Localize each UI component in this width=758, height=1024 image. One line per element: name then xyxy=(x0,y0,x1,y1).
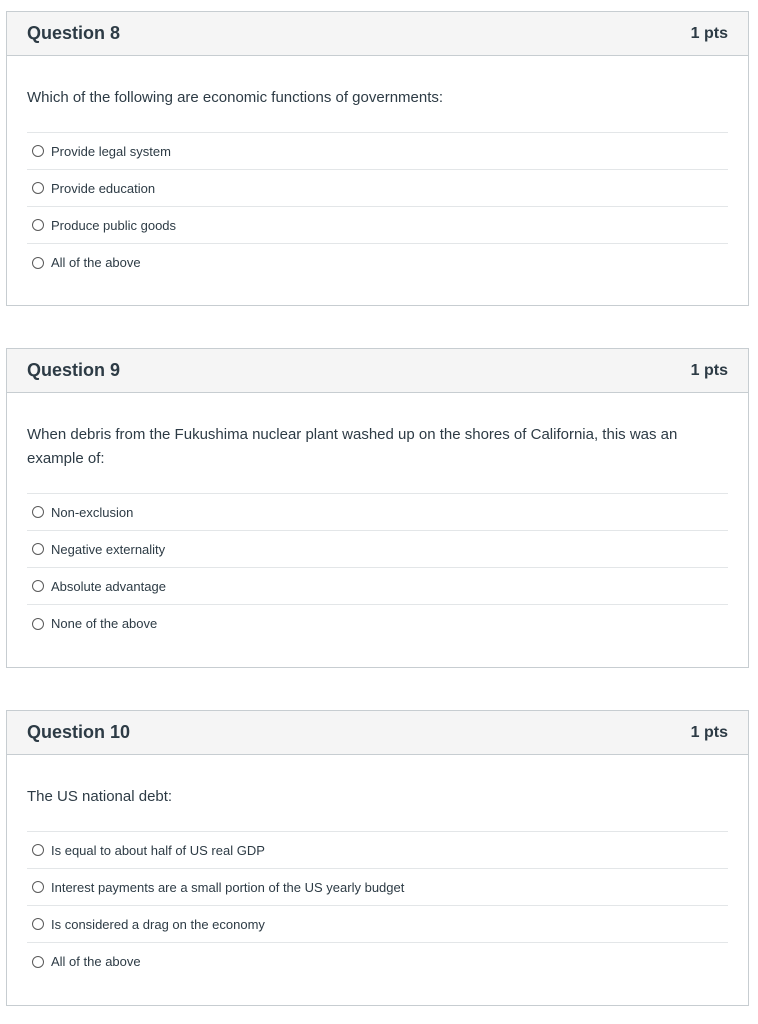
question-text: The US national debt: xyxy=(27,788,173,805)
radio-button[interactable] xyxy=(32,918,44,930)
question-card xyxy=(6,710,749,1006)
radio-button[interactable] xyxy=(32,506,44,518)
answer-option[interactable] xyxy=(27,531,728,568)
question-points: 1 pts xyxy=(690,24,728,42)
answer-label: Absolute advantage xyxy=(51,578,166,594)
answer-option[interactable] xyxy=(27,943,728,980)
question-body xyxy=(7,423,748,642)
question-header xyxy=(7,711,748,755)
answer-label: Interest payments are a small portion of the US yearly budget xyxy=(51,879,405,895)
radio-button[interactable] xyxy=(32,257,44,269)
answer-option[interactable] xyxy=(27,244,728,281)
answer-label: Is considered a drag on the economy xyxy=(51,916,265,932)
question-text: Which of the following are economic functions of governments: xyxy=(27,89,444,106)
question-title: Question 8 xyxy=(27,23,121,43)
answer-list xyxy=(27,831,728,980)
answer-option[interactable] xyxy=(27,605,728,642)
answer-option[interactable] xyxy=(27,869,728,906)
answer-option[interactable] xyxy=(27,494,728,531)
question-title: Question 9 xyxy=(27,360,121,380)
answer-label: None of the above xyxy=(51,616,158,631)
radio-button[interactable] xyxy=(32,145,44,157)
answer-list xyxy=(27,493,728,642)
answer-option[interactable] xyxy=(27,832,728,869)
question-text: When debris from the Fukushima nuclear plant washed up on the shores of California, this was an example of: xyxy=(27,426,678,467)
answer-label: Provide education xyxy=(51,180,156,196)
question-card xyxy=(6,348,749,668)
question-points: 1 pts xyxy=(690,723,728,741)
radio-button[interactable] xyxy=(32,844,44,856)
radio-button[interactable] xyxy=(32,618,44,630)
question-header xyxy=(7,349,748,393)
question-header xyxy=(7,12,748,56)
answer-option[interactable] xyxy=(27,906,728,943)
radio-button[interactable] xyxy=(32,543,44,555)
radio-button[interactable] xyxy=(32,580,44,592)
answer-label: All of the above xyxy=(51,255,141,270)
answer-list xyxy=(27,132,728,281)
answer-label: All of the above xyxy=(51,954,141,969)
radio-button[interactable] xyxy=(32,956,44,968)
answer-option[interactable] xyxy=(27,170,728,207)
question-title: Question 10 xyxy=(27,722,131,742)
answer-label: Is equal to about half of US real GDP xyxy=(51,842,265,858)
answer-label: Negative externality xyxy=(51,541,166,557)
answer-option[interactable] xyxy=(27,207,728,244)
question-card xyxy=(6,11,749,306)
answer-label: Provide legal system xyxy=(51,143,171,159)
question-body xyxy=(7,785,748,980)
answer-label: Produce public goods xyxy=(51,217,177,233)
radio-button[interactable] xyxy=(32,182,44,194)
question-body xyxy=(7,86,748,281)
answer-option[interactable] xyxy=(27,568,728,605)
answer-label: Non-exclusion xyxy=(51,504,134,520)
question-points: 1 pts xyxy=(690,361,728,379)
radio-button[interactable] xyxy=(32,219,44,231)
radio-button[interactable] xyxy=(32,881,44,893)
answer-option[interactable] xyxy=(27,133,728,170)
